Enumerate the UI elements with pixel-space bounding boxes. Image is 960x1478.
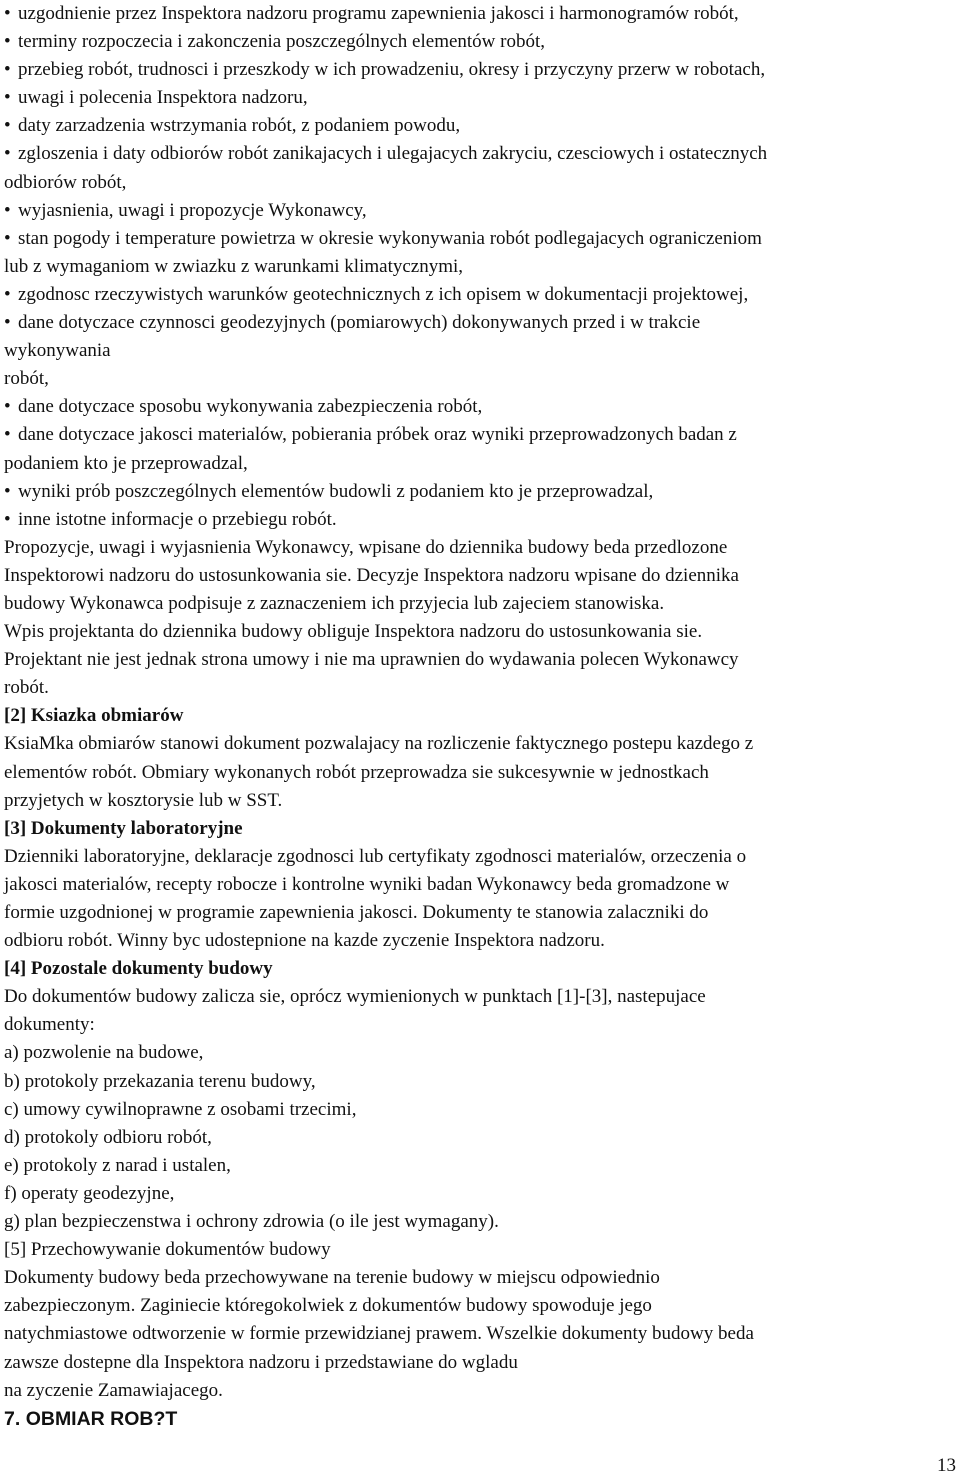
text-line: przyjetych w kosztorysie lub w SST. [4, 789, 283, 811]
section-pozostale-dokumenty [4, 955, 956, 1236]
text-line: formie uzgodnionej w programie zapewnienia jakosci. Dokumenty te stanowia zalaczniki do [4, 902, 709, 923]
list-item [4, 28, 956, 56]
text-line: zabezpieczonym. Zaginiecie któregokolwiek z dokumentów budowy spowoduje jego [4, 1295, 652, 1317]
text-line: budowy Wykonawca podpisuje z zaznaczeniem ich przyjecia lub zajeciem stanowiska. [4, 592, 665, 614]
list-item [4, 112, 956, 140]
section-heading: [2] Ksiazka obmiarów [4, 705, 184, 727]
text-line: Dokumenty budowy beda przechowywane na terenie budowy w miejscu odpowiednio [4, 1267, 660, 1289]
list-item [4, 421, 956, 449]
text-line: Dzienniki laboratoryjne, deklaracje zgodnosci lub certyfikaty zgodnosci materialów, orzeczenia o [4, 845, 747, 867]
page-number: 13 [937, 1455, 956, 1476]
text-line: Wpis projektanta do dziennika budowy obliguje Inspektora nadzoru do ustosunkowania sie. [4, 621, 703, 643]
bullet-icon: • [4, 312, 11, 334]
list-item-continuation: lub z wymaganiom w zwiazku z warunkami klimatycznymi, [4, 255, 464, 277]
list-item-text: zgloszenia i daty odbiorów robót zanikajacych i ulegajacych zakryciu, czesciowych i ostatecznych [18, 143, 768, 165]
list-item-text: terminy rozpoczecia i zakonczenia poszczególnych elementów robót, [18, 31, 546, 53]
list-item [4, 393, 956, 421]
list-item [4, 140, 956, 168]
text-line: elementów robót. Obmiary wykonanych robót przeprowadza sie sukcesywnie w jednostkach [4, 761, 709, 783]
text-line: dokumenty: [4, 1014, 95, 1036]
text-line: odbioru robót. Winny byc udostepnione na kazde zyczenie Inspektora nadzoru. [4, 930, 605, 952]
bullet-icon: • [4, 227, 11, 249]
list-item-continuation: wykonywania [4, 340, 111, 362]
text-line: na zyczenie Zamawiajacego. [4, 1379, 223, 1401]
list-item: e) protokoly z narad i ustalen, [4, 1154, 231, 1176]
bullet-icon: • [4, 31, 11, 53]
list-item [4, 506, 956, 534]
chapter-heading [4, 1405, 956, 1433]
list-item: b) protokoly przekazania terenu budowy, [4, 1070, 316, 1092]
list-item-continuation: robót, [4, 368, 49, 390]
section-dokumenty-laboratoryjne [4, 815, 956, 955]
text-line: Do dokumentów budowy zalicza sie, oprócz wymienionych w punktach [1]-[3], nastepujace [4, 986, 706, 1008]
bullet-list-top [4, 0, 956, 140]
list-item-text: wyjasnienia, uwagi i propozycje Wykonawcy, [18, 199, 367, 221]
list-item: a) pozwolenie na budowe, [4, 1042, 204, 1064]
section-heading: [3] Dokumenty laboratoryjne [4, 817, 243, 839]
list-item [4, 56, 956, 84]
bullet-icon: • [4, 199, 11, 221]
list-item [4, 309, 956, 337]
list-item: d) protokoly odbioru robót, [4, 1126, 212, 1148]
bullet-icon: • [4, 424, 11, 446]
list-item [4, 225, 956, 253]
document-page [4, 0, 956, 1433]
section-ksiazka-obmiarow [4, 702, 956, 814]
list-item-text: stan pogody i temperature powietrza w okresie wykonywania robót podlegajacych ograniczeniom [18, 227, 762, 249]
text-line: Projektant nie jest jednak strona umowy i nie ma uprawnien do wydawania polecen Wykonawcy [4, 649, 739, 671]
text-line: Propozycje, uwagi i wyjasnienia Wykonawcy, wpisane do dziennika budowy beda przedlozone [4, 536, 728, 558]
list-item-text: przebieg robót, trudnosci i przeszkody w ich prowadzeniu, okresy i przyczyny przerw w robotach, [18, 59, 766, 81]
list-item: g) plan bezpieczenstwa i ochrony zdrowia (o ile jest wymagany). [4, 1211, 499, 1233]
list-item-text: uzgodnienie przez Inspektora nadzoru programu zapewnienia jakosci i harmonogramów robót, [18, 3, 739, 24]
list-item-continuation: podaniem kto je przeprowadzal, [4, 452, 248, 474]
list-item [4, 197, 956, 225]
list-item-text: dane dotyczace jakosci materialów, pobierania próbek oraz wyniki przeprowadzonych badan z [18, 424, 737, 446]
bullet-icon: • [4, 87, 11, 109]
bullet-icon: • [4, 508, 11, 530]
bullet-icon: • [4, 115, 11, 137]
list-item: f) operaty geodezyjne, [4, 1182, 175, 1204]
bullet-icon: • [4, 143, 11, 165]
section-przechowywanie [4, 1236, 956, 1405]
bullet-icon: • [4, 59, 11, 81]
chapter-number: 7. [4, 1407, 21, 1430]
paragraph-propozycje [4, 534, 956, 703]
list-item-text: daty zarzadzenia wstrzymania robót, z podaniem powodu, [18, 115, 461, 137]
list-item-text: dane dotyczace czynnosci geodezyjnych (pomiarowych) dokonywanych przed i w trakcie [18, 312, 701, 334]
list-item-text: uwagi i polecenia Inspektora nadzoru, [18, 87, 308, 109]
list-item-text: zgodnosc rzeczywistych warunków geotechnicznych z ich opisem w dokumentacji projektowej, [18, 283, 749, 305]
list-item [4, 84, 956, 112]
section-heading: [4] Pozostale dokumenty budowy [4, 958, 273, 980]
chapter-title: OBMIAR ROB?T [25, 1407, 178, 1430]
text-line: zawsze dostepne dla Inspektora nadzoru i przedstawiane do wgladu [4, 1351, 518, 1373]
bullet-icon: • [4, 480, 11, 502]
text-line: jakosci materialów, recepty robocze i kontrolne wyniki badan Wykonawcy beda gromadzone w [4, 873, 730, 895]
list-item-text: dane dotyczace sposobu wykonywania zabezpieczenia robót, [18, 396, 483, 418]
list-item-text: inne istotne informacje o przebiegu robót. [18, 508, 337, 530]
text-line: Inspektorowi nadzoru do ustosunkowania sie. Decyzje Inspektora nadzoru wpisane do dziennika [4, 564, 739, 586]
section-heading: [5] Przechowywanie dokumentów budowy [4, 1239, 331, 1261]
bullet-icon: • [4, 396, 11, 418]
bullet-icon: • [4, 283, 11, 305]
list-item-continuation: odbiorów robót, [4, 171, 127, 193]
text-line: robót. [4, 677, 49, 699]
list-item [4, 281, 956, 309]
list-item [4, 0, 956, 28]
text-line: natychmiastowe odtworzenie w formie przewidzianej prawem. Wszelkie dokumenty budowy beda [4, 1323, 754, 1345]
list-item [4, 478, 956, 506]
bullet-icon: • [4, 3, 11, 24]
list-item-text: wyniki prób poszczególnych elementów budowli z podaniem kto je przeprowadzal, [18, 480, 654, 502]
list-item: c) umowy cywilnoprawne z osobami trzecimi, [4, 1098, 357, 1120]
text-line: KsiaMka obmiarów stanowi dokument pozwalajacy na rozliczenie faktycznego postepu kazdego z [4, 733, 754, 755]
